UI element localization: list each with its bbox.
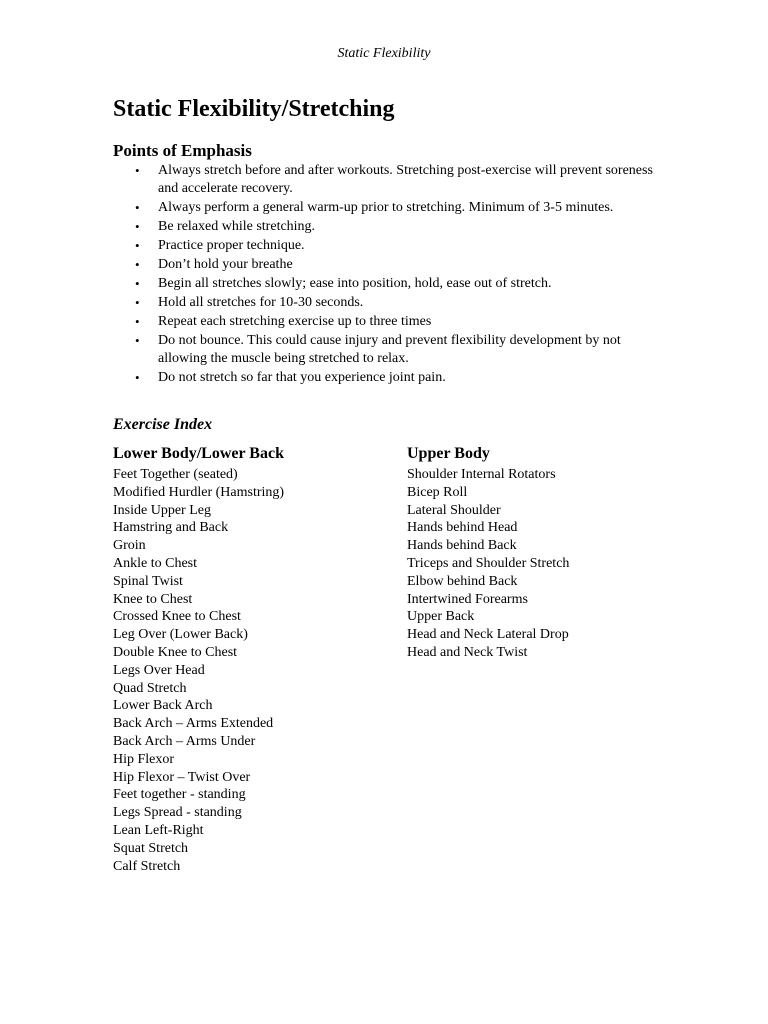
exercise-item: Double Knee to Chest	[113, 644, 238, 660]
exercise-item: Triceps and Shoulder Stretch	[407, 555, 570, 571]
exercise-item: Head and Neck Lateral Drop	[407, 627, 569, 643]
lower-body-list	[113, 466, 284, 875]
exercise-item: Upper Back	[407, 609, 475, 625]
running-header: Static Flexibility	[337, 46, 431, 61]
exercise-item: Intertwined Forearms	[407, 591, 528, 607]
upper-body-heading: Upper Body	[407, 445, 490, 462]
exercise-item: Knee to Chest	[113, 591, 193, 607]
emphasis-item: • Practice proper technique.	[113, 237, 673, 255]
exercise-item: Spinal Twist	[113, 573, 183, 589]
exercise-item: Lateral Shoulder	[407, 502, 501, 518]
exercise-item: Ankle to Chest	[113, 555, 197, 571]
exercise-item: Crossed Knee to Chest	[113, 609, 241, 625]
exercise-item: Leg Over (Lower Back)	[113, 627, 248, 643]
exercise-item: Squat Stretch	[113, 840, 189, 856]
exercise-item: Lower Back Arch	[113, 698, 213, 714]
emphasis-item: • Repeat each stretching exercise up to three times	[113, 313, 673, 331]
exercise-item: Hip Flexor	[113, 751, 175, 767]
emphasis-item: • Always stretch before and after workouts. Stretching post-exercise will prevent soreness and accelerate recovery.	[113, 162, 673, 198]
lower-body-heading: Lower Body/Lower Back	[113, 445, 284, 462]
exercise-item: Back Arch – Arms Under	[113, 733, 256, 749]
emphasis-list	[113, 162, 673, 388]
exercise-item: Groin	[113, 538, 146, 554]
exercise-item: Hip Flexor – Twist Over	[113, 769, 251, 785]
exercise-item: Calf Stretch	[113, 858, 181, 874]
exercise-item: Back Arch – Arms Extended	[113, 716, 274, 732]
emphasis-item: • Do not bounce. This could cause injury and prevent flexibility development by not allowing the muscle being stretched to relax.	[113, 332, 673, 368]
exercise-item: Quad Stretch	[113, 680, 187, 696]
exercise-item: Lean Left-Right	[113, 822, 204, 838]
emphasis-item: • Don’t hold your breathe	[113, 256, 673, 274]
exercise-index-heading: Exercise Index	[113, 416, 213, 433]
emphasis-item: • Always perform a general warm-up prior to stretching. Minimum of 3-5 minutes.	[113, 199, 673, 217]
upper-body-list	[407, 466, 569, 662]
emphasis-item: • Begin all stretches slowly; ease into position, hold, ease out of stretch.	[113, 275, 673, 293]
exercise-item: Head and Neck Twist	[407, 644, 528, 660]
exercise-item: Hands behind Back	[407, 538, 517, 554]
exercise-item: Hamstring and Back	[113, 520, 229, 536]
exercise-item: Hands behind Head	[407, 520, 518, 536]
exercise-item: Legs Over Head	[113, 662, 205, 678]
exercise-item: Feet Together (seated)	[113, 467, 238, 482]
exercise-item: Legs Spread - standing	[113, 805, 242, 821]
exercise-item: Bicep Roll	[407, 484, 468, 500]
lower-body-column	[113, 444, 284, 875]
exercise-item: Elbow behind Back	[407, 573, 518, 589]
page-title: Static Flexibility/Stretching	[113, 96, 395, 122]
exercise-item: Feet together - standing	[113, 787, 246, 803]
exercise-item: Inside Upper Leg	[113, 502, 211, 518]
emphasis-item: • Hold all stretches for 10-30 seconds.	[113, 294, 673, 312]
emphasis-item: • Do not stretch so far that you experience joint pain.	[113, 369, 673, 387]
emphasis-item: • Be relaxed while stretching.	[113, 218, 673, 236]
exercise-item: Shoulder Internal Rotators	[407, 467, 556, 482]
upper-body-column	[407, 444, 569, 662]
emphasis-heading: Points of Emphasis	[113, 141, 252, 160]
exercise-item: Modified Hurdler (Hamstring)	[113, 484, 285, 500]
